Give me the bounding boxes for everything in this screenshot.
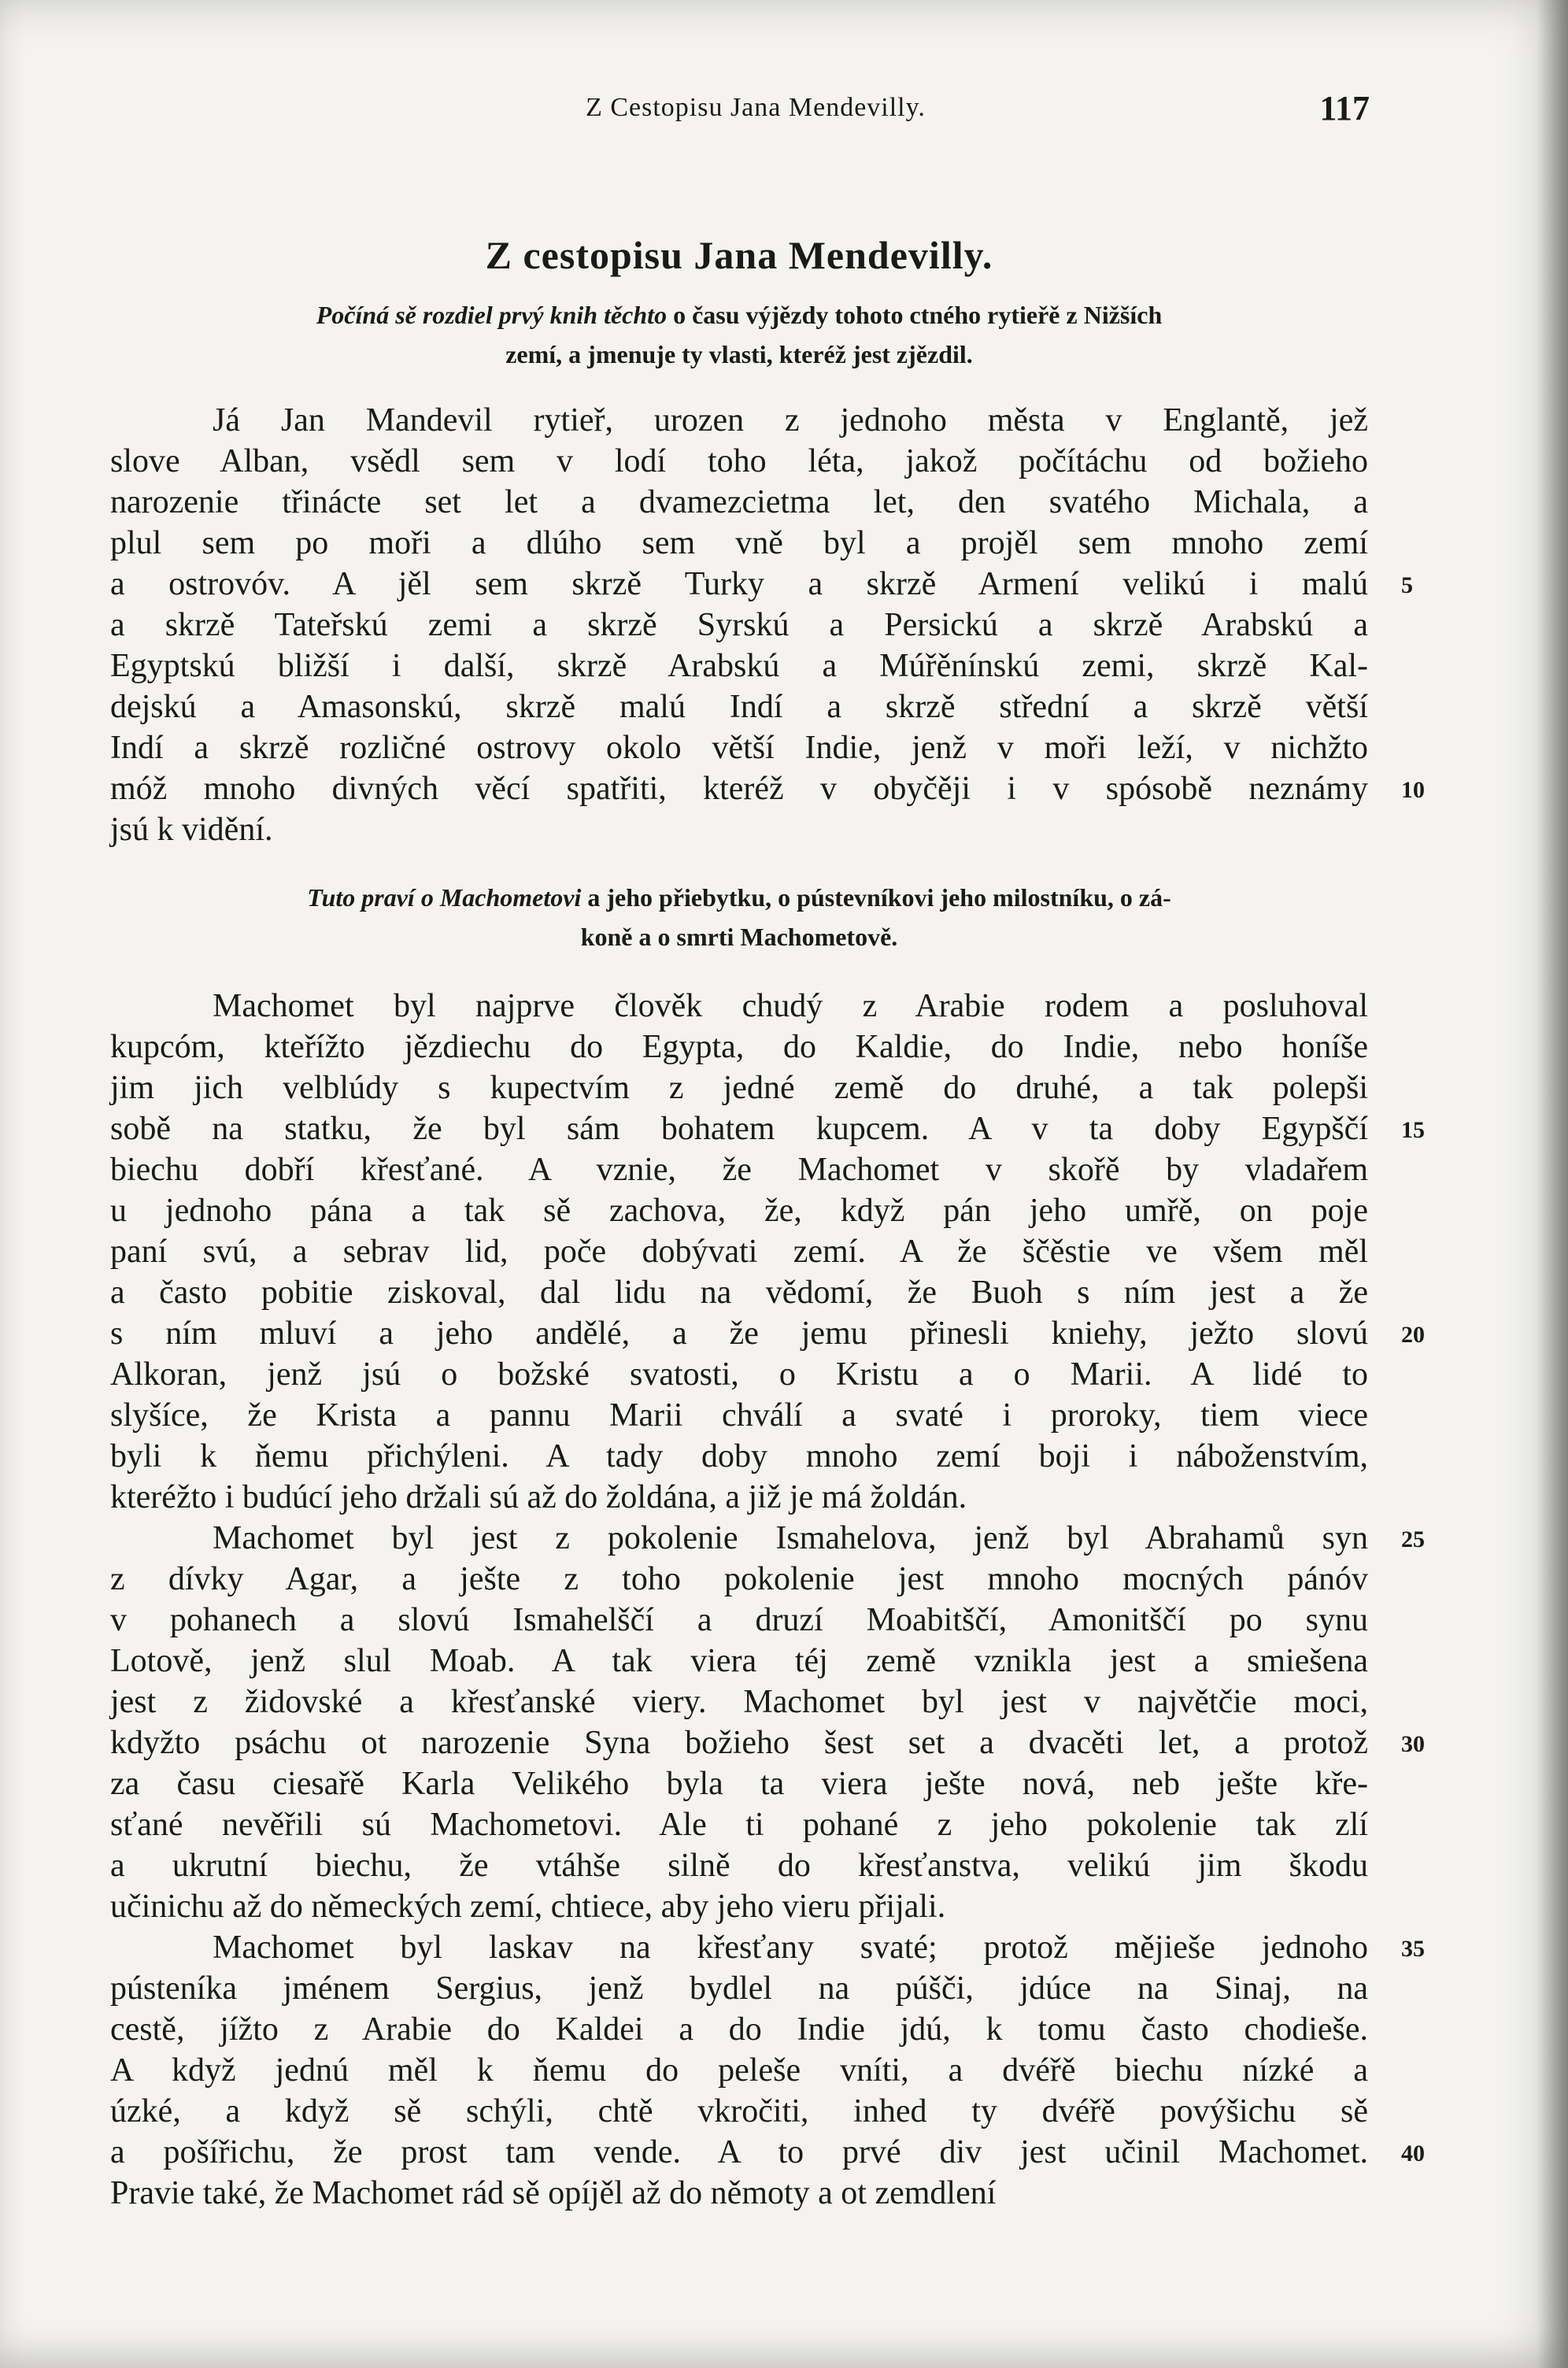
line-text: plul sem po moři a dlúho sem vně byl a projěl sem mnoho zemí [110, 525, 1368, 561]
line-text: sťané nevěřili sú Machometovi. Ale ti pohané z jeho pokolenie tak zlí [110, 1807, 1368, 1843]
line-number: 5 [1401, 572, 1413, 598]
line-text: jsú k vidění. [110, 812, 273, 848]
rubric-2-text: a jeho přiebytku, o pústevníkovi jeho milostníku, o zá- [581, 883, 1171, 912]
text-line [110, 768, 1425, 809]
line-text: Egyptskú bližší i další, skrzě Arabskú a Múřěnínskú zemi, skrzě Kal- [110, 648, 1368, 684]
running-head [110, 89, 1370, 140]
running-title: Z Cestopisu Jana Mendevilly. [586, 93, 926, 122]
text-line [110, 1682, 1368, 1722]
text-line [110, 1722, 1425, 1763]
text-line [110, 564, 1413, 605]
line-text: z dívky Agar, a ješte z toho pokolenie jest mnoho mocných pánóv [110, 1561, 1368, 1597]
text-line [110, 2132, 1425, 2173]
text-line [110, 1845, 1368, 1886]
line-text: u jednoho pána a tak sě zachova, že, když pán jeho umřě, on poje [110, 1193, 1368, 1229]
line-number: 10 [1401, 777, 1425, 803]
text-line [110, 1641, 1368, 1682]
paragraph-1 [110, 400, 1425, 850]
text-line [110, 1231, 1368, 1272]
line-text: a často pobitie ziskoval, dal lidu na vědomí, že Buoh s ním jest a že [110, 1275, 1368, 1311]
line-text: a ostrovóv. A jěl sem skrzě Turky a skrzě Armení velikú i malú [110, 566, 1368, 602]
rubric-1 [110, 295, 1368, 374]
text-line [110, 1108, 1425, 1149]
text-line [110, 1436, 1368, 1477]
text-line [110, 1763, 1368, 1804]
line-text: paní svú, a sebrav lid, poče dobývati zemí. A že ščěstie ve všem měl [110, 1234, 1368, 1270]
text-line [110, 809, 1368, 850]
text-line [110, 400, 1368, 441]
line-text: Alkoran, jenž jsú o božské svatosti, o Kristu a o Marii. A lidé to [110, 1356, 1368, 1393]
line-text: kdyžto psáchu ot narozenie Syna božieho šest set a dvacěti let, a protož [110, 1725, 1368, 1761]
text-line [110, 1313, 1425, 1354]
line-text: slove Alban, vsědl sem v lodí toho léta, jakož počítáchu od božieho [110, 443, 1368, 479]
line-text: a pošířichu, že prost tam vende. A to prvé div jest učinil Machomet. [110, 2134, 1368, 2170]
text-line [110, 441, 1368, 482]
rubric-1-text-2: zemí, a jmenuje ty vlasti, kteréž jest zjězdil. [505, 340, 973, 368]
text-line [110, 686, 1368, 727]
line-text: Já Jan Mandevil rytieř, urozen z jednoho města v Englantě, jež [213, 402, 1368, 438]
text-line [110, 1804, 1368, 1845]
text-line [110, 2091, 1368, 2132]
line-text: úzké, a když sě schýli, chtě vkročiti, inhed ty dvéřě povýšichu sě [110, 2093, 1368, 2129]
text-line [110, 1027, 1368, 1067]
line-text: a ukrutní biechu, že vtáhše silně do křesťanstva, velikú jim škodu [110, 1848, 1368, 1884]
text-line [110, 2173, 1368, 2214]
text-line [110, 1477, 1368, 1518]
text-line [110, 646, 1368, 686]
paragraph-2 [110, 986, 1425, 2214]
line-text: narozenie třinácte set let a dvamezcietma let, den svatého Michala, a [110, 484, 1368, 520]
line-text: jim jich velblúdy s kupectvím z jedné země do druhé, a tak polepši [110, 1070, 1368, 1106]
line-text: Machomet byl najprve člověk chudý z Arabie rodem a posluhoval [213, 988, 1368, 1024]
rubric-2 [110, 878, 1368, 956]
line-text: Pravie také, že Machomet rád sě opíjěl až do němoty a ot zemdlení [110, 2175, 997, 2211]
text-line [110, 1518, 1425, 1559]
line-number: 30 [1401, 1731, 1425, 1757]
line-text: jest z židovské a křesťanské viery. Machomet byl jest v najvětčie moci, [110, 1684, 1368, 1720]
text-line [110, 2009, 1368, 2050]
text-line [110, 727, 1368, 768]
line-text: cestě, jížto z Arabie do Kaldei a do Indie jdú, k tomu často chodieše. [110, 2011, 1368, 2048]
line-text: pústeníka jménem Sergius, jenž bydlel na púšči, jdúce na Sinaj, na [110, 1970, 1368, 2007]
line-number: 40 [1401, 2140, 1425, 2166]
line-text: za času ciesařě Karla Velikého byla ta viera ješte nová, neb ješte kře- [110, 1766, 1368, 1802]
text-line [110, 986, 1368, 1027]
line-text: biechu dobří křesťané. A vznie, že Machomet v skořě by vladařem [110, 1152, 1368, 1188]
text-line [110, 1190, 1368, 1231]
text-line [110, 1968, 1368, 2009]
page-number: 117 [1319, 89, 1370, 128]
chapter-title: Z cestopisu Jana Mendevilly. [485, 233, 993, 277]
line-text: kteréžto i budúcí jeho držali sú až do žoldána, a již je má žoldán. [110, 1479, 967, 1515]
text-line [110, 523, 1368, 564]
text-line [110, 2050, 1368, 2091]
line-number: 15 [1401, 1117, 1425, 1143]
text-line [110, 1886, 1368, 1927]
line-text: s ním mluví a jeho andělé, a že jemu přinesli kniehy, ježto slovú [110, 1315, 1368, 1352]
line-text: učinichu až do německých zemí, chtiece, aby jeho vieru přijali. [110, 1889, 946, 1925]
text-line [110, 1927, 1425, 1968]
text-line [110, 1559, 1368, 1600]
line-number: 35 [1401, 1936, 1425, 1962]
line-text: Indí a skrzě rozličné ostrovy okolo větší Indie, jenž v moři leží, v nichžto [110, 730, 1368, 766]
line-text: kupcóm, kteřížto jězdiechu do Egypta, do Kaldie, do Indie, nebo honíše [110, 1029, 1368, 1065]
text-line [110, 1149, 1368, 1190]
text-line [110, 605, 1368, 646]
text-line [110, 1354, 1368, 1395]
line-text: byli k ňemu přichýleni. A tady doby mnoho zemí boji i náboženstvím, [110, 1438, 1368, 1474]
line-text: slyšíce, že Krista a pannu Marii chválí a svaté i proroky, tiem viece [110, 1397, 1368, 1434]
line-text: Lotově, jenž slul Moab. A tak viera téj země vznikla jest a smiešena [110, 1643, 1368, 1679]
rubric-2-text-2: koně a o smrti Machometově. [580, 923, 898, 951]
line-number: 20 [1401, 1322, 1425, 1348]
page-edge-shadow [1537, 0, 1568, 2368]
text-line [110, 1395, 1368, 1436]
text-line [110, 1272, 1368, 1313]
text-line [110, 482, 1368, 523]
rubric-1-text: o času výjězdy tohoto ctného rytieřě z Nižších [667, 301, 1163, 329]
line-text: a skrzě Tateřskú zemi a skrzě Syrskú a Persickú a skrzě Arabskú a [110, 607, 1368, 643]
line-text: Machomet byl laskav na křesťany svaté; protož mějieše jednoho [213, 1930, 1368, 1966]
rubric-1-italic: Počíná sě rozdiel prvý knih těchto [316, 301, 668, 329]
line-text: Machomet byl jest z pokolenie Ismahelova, jenž byl Abrahamů syn [213, 1520, 1368, 1556]
line-text: dejskú a Amasonskú, skrzě malú Indí a skrzě střední a skrzě větší [110, 689, 1368, 725]
line-text: v pohanech a slovú Ismahelščí a druzí Moabitščí, Amonitščí po synu [110, 1602, 1368, 1638]
rubric-2-italic: Tuto praví o Machometovi [307, 883, 582, 912]
line-number: 25 [1401, 1526, 1425, 1552]
line-text: sobě na statku, že byl sám bohatem kupcem. A v ta doby Egypščí [110, 1111, 1368, 1147]
text-line [110, 1600, 1368, 1641]
line-text: A když jednú měl k ňemu do peleše vníti, a dvéřě biechu nízké a [110, 2052, 1368, 2089]
text-line [110, 1067, 1368, 1108]
line-text: móž mnoho divných věcí spatřiti, kteréž v obyčěji i v spósobě neznámy [110, 771, 1368, 807]
